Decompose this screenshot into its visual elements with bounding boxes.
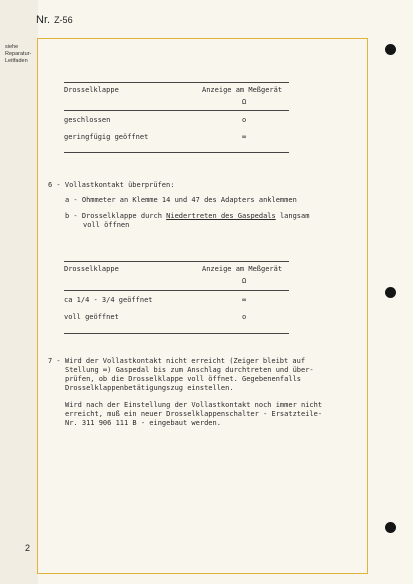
side-note-line: Reparatur- — [5, 51, 32, 57]
nr-label: Nr. — [36, 14, 51, 26]
cell-value: ∞ — [242, 296, 247, 304]
side-note-line: siehe — [5, 44, 19, 50]
binding-strip — [0, 0, 38, 584]
document-number — [36, 14, 73, 26]
cell-state: voll geöffnet — [64, 313, 119, 321]
step-7-note-line: Nr. 311 906 111 B - eingebaut werden. — [65, 419, 221, 427]
table-rule — [64, 333, 289, 334]
page-number: 2 — [25, 543, 31, 553]
cell-state: geschlossen — [64, 116, 111, 124]
cell-state: geringfügig geöffnet — [64, 133, 149, 141]
nr-value: Z-56 — [54, 15, 73, 25]
table-header-unit — [64, 98, 289, 110]
col-header-reading: Anzeige am Meßgerät — [202, 86, 283, 94]
cell-value: ∞ — [242, 133, 247, 141]
side-note-line: Leitfaden — [5, 58, 28, 64]
table-rule — [64, 152, 289, 153]
table-throttle-open — [64, 261, 289, 334]
step-6a: a - Ohmmeter an Klemme 14 und 47 des Adapters anklemmen — [65, 196, 297, 204]
table-header — [64, 265, 289, 277]
cell-value: o — [242, 116, 247, 124]
step-7-line: Stellung ∞) Gaspedal bis zum Anschlag durchtreten und über- — [65, 366, 314, 374]
table-row — [64, 133, 289, 147]
step-6b-pre: b - Drosselklappe durch — [65, 212, 167, 220]
step-6b-underlined: Niedertreten des Gaspedals — [166, 212, 276, 220]
col-header-throttle: Drosselklappe — [64, 86, 119, 94]
table-rule — [64, 261, 289, 262]
step-7-note-line: erreicht, muß ein neuer Drosselklappenschalter - Ersatzteile- — [65, 410, 323, 418]
punch-hole-icon — [385, 287, 396, 298]
table-row — [64, 116, 289, 133]
unit-label: Ω — [242, 98, 247, 106]
step-7-note-line: Wird nach der Einstellung der Vollastkontakt noch immer nicht — [65, 401, 323, 409]
table-rule — [64, 290, 289, 291]
table-header — [64, 86, 289, 98]
step-6b — [65, 212, 385, 221]
cell-value: o — [242, 313, 247, 321]
step-6-title: 6 - Vollastkontakt überprüfen: — [48, 181, 175, 189]
punch-hole-icon — [385, 44, 396, 55]
step-6b-line2: voll öffnen — [83, 221, 130, 229]
table-row — [64, 313, 289, 327]
step-7-line: prüfen, ob die Drosselklappe voll öffnet. Gegebenenfalls — [65, 375, 302, 383]
unit-label: Ω — [242, 277, 247, 285]
step-7-line: 7 - Wird der Vollastkontakt nicht erreicht (Zeiger bleibt auf — [48, 357, 306, 365]
col-header-throttle: Drosselklappe — [64, 265, 119, 273]
col-header-reading: Anzeige am Meßgerät — [202, 265, 283, 273]
punch-hole-icon — [385, 522, 396, 533]
step-6b-post: langsam — [275, 212, 310, 220]
table-header-unit — [64, 277, 289, 290]
side-note — [5, 44, 39, 65]
table-row — [64, 296, 289, 313]
table-rule — [64, 110, 289, 111]
table-rule — [64, 82, 289, 83]
cell-state: ca 1/4 - 3/4 geöffnet — [64, 296, 153, 304]
table-throttle-closed — [64, 82, 289, 153]
step-7-line: Drosselklappenbetätigungszug einstellen. — [65, 384, 234, 392]
